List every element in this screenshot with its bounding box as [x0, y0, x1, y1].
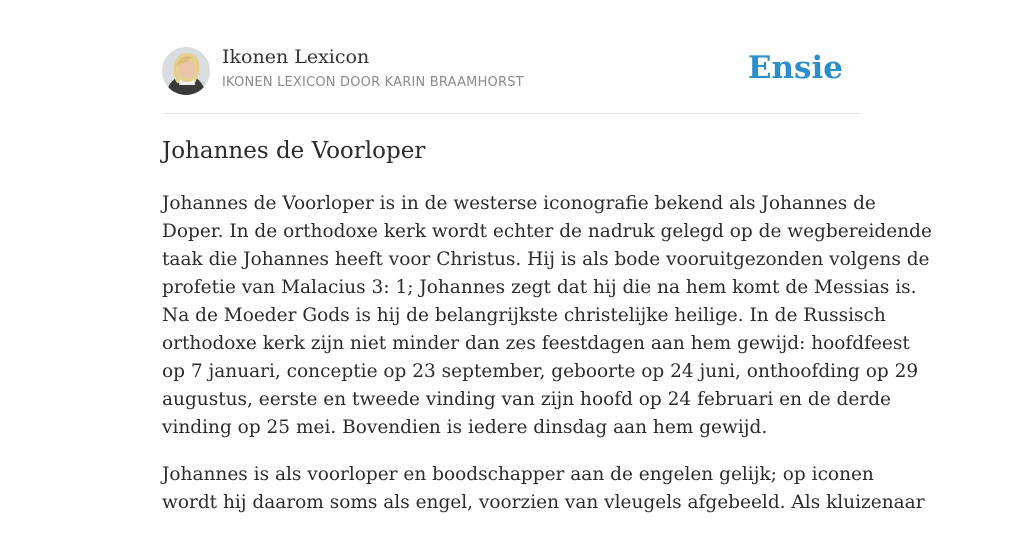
header	[162, 0, 862, 114]
avatar-image	[162, 47, 210, 95]
ensie-logo[interactable]: Ensie	[747, 50, 843, 86]
paragraph-line: taak die Johannes heeft voor Christus. Hij is als bode vooruitgezonden volgens de	[162, 249, 930, 270]
author-avatar[interactable]	[162, 47, 210, 95]
author-name[interactable]: Ikonen Lexicon	[222, 46, 370, 68]
paragraph-line: orthodoxe kerk zijn niet minder dan zes feestdagen aan hem gewijd: hoofdfeest	[162, 333, 910, 354]
paragraph-line: op 7 januari, conceptie op 23 september, geboorte op 24 juni, onthoofding op 29	[162, 361, 919, 382]
paragraph-line: wordt hij daarom soms als engel, voorzien van vleugels afgebeeld. Als kluizenaar	[162, 492, 925, 513]
paragraph-line: profetie van Malacius 3: 1; Johannes zegt dat hij die na hem komt de Messias is.	[162, 277, 917, 298]
paragraph-line: Johannes is als voorloper en boodschapper aan de engelen gelijk; op iconen	[162, 464, 874, 485]
paragraph-line: Johannes de Voorloper is in de westerse iconografie bekend als Johannes de	[162, 193, 876, 214]
paragraph-line: vinding op 25 mei. Bovendien is iedere dinsdag aan hem gewijd.	[162, 417, 768, 438]
paragraph-line: augustus, eerste en tweede vinding van zijn hoofd op 24 februari en de derde	[162, 389, 891, 410]
author-subtitle[interactable]: IKONEN LEXICON DOOR KARIN BRAAMHORST	[222, 75, 524, 90]
article-paragraph	[162, 190, 932, 442]
paragraph-line: Doper. In de orthodoxe kerk wordt echter de nadruk gelegd op de wegbereidende	[162, 221, 932, 242]
article-paragraph	[162, 461, 925, 517]
paragraph-line: Na de Moeder Gods is hij de belangrijkste christelijke heilige. In de Russisch	[162, 305, 886, 326]
page-container	[162, 0, 932, 513]
article-body	[162, 190, 932, 536]
article-title: Johannes de Voorloper	[162, 138, 426, 164]
